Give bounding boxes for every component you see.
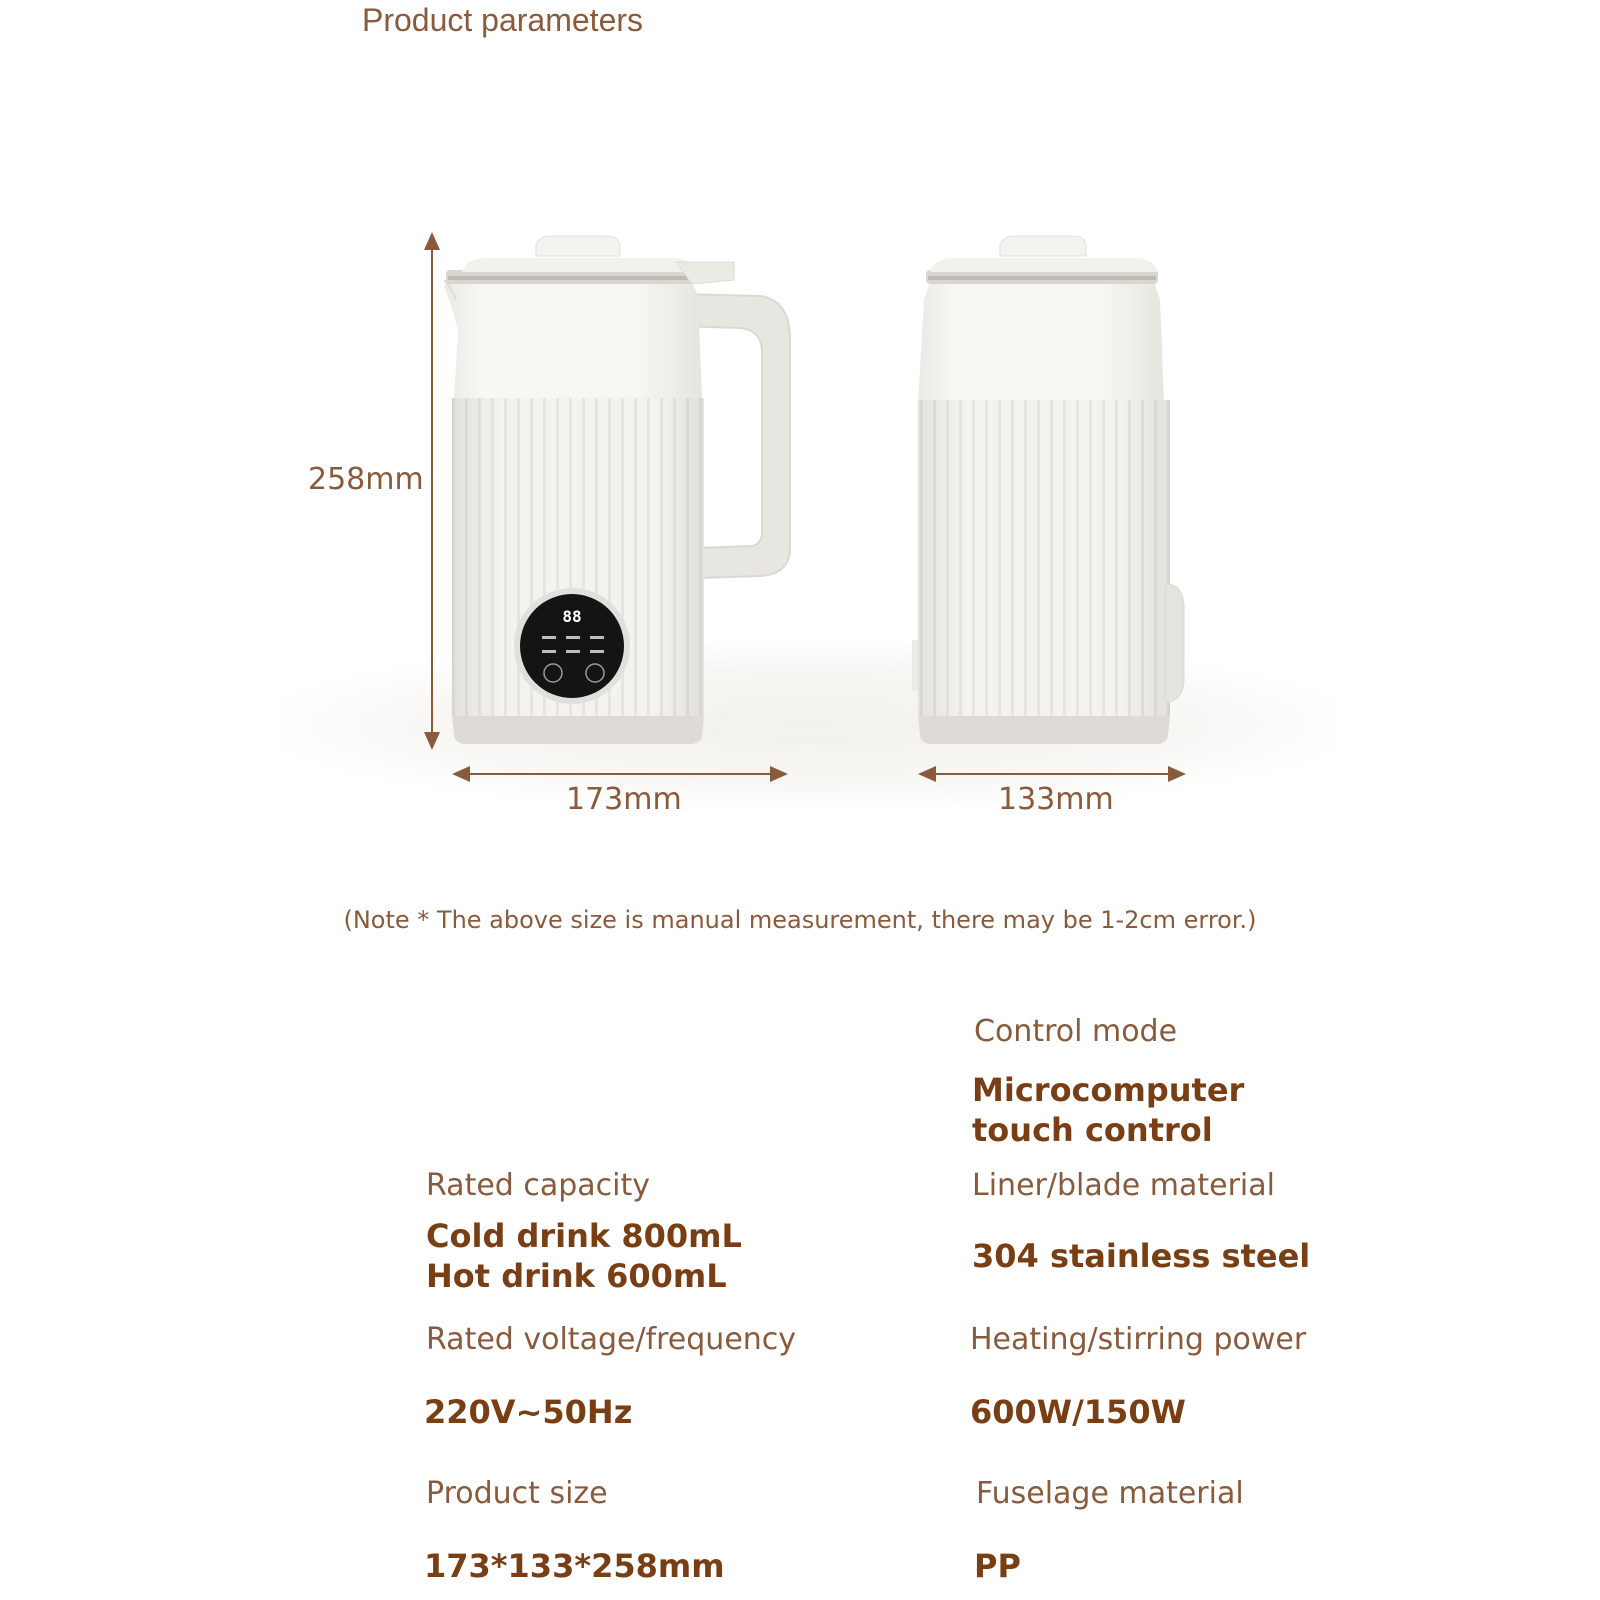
page-title: Product parameters xyxy=(362,2,644,38)
spec-rated-voltage-value: 220V~50Hz xyxy=(424,1393,633,1431)
spec-rated-voltage-label: Rated voltage/frequency xyxy=(426,1322,797,1357)
spec-power-label: Heating/stirring power xyxy=(970,1322,1307,1357)
display-digits: 88 xyxy=(562,607,582,626)
side-view-appliance xyxy=(912,236,1184,744)
spec-rated-capacity-label: Rated capacity xyxy=(426,1168,651,1203)
spec-product-size-label: Product size xyxy=(426,1476,608,1511)
spec-fuselage-material-label: Fuselage material xyxy=(976,1476,1244,1511)
side-width-label: 133mm xyxy=(998,782,1114,817)
spec-fuselage-material-value: PP xyxy=(974,1547,1021,1585)
spec-liner-material-value: 304 stainless steel xyxy=(972,1237,1311,1275)
height-label: 258mm xyxy=(308,462,424,497)
spec-product-size-value: 173*133*258mm xyxy=(424,1547,725,1585)
spec-control-mode-label: Control mode xyxy=(974,1014,1178,1049)
spec-control-mode-value: Microcomputer touch control xyxy=(972,1071,1245,1149)
spec-liner-material-label: Liner/blade material xyxy=(972,1168,1275,1203)
spec-rated-capacity-value: Cold drink 800mL Hot drink 600mL xyxy=(426,1217,742,1295)
front-width-label: 173mm xyxy=(566,782,682,817)
front-view-appliance xyxy=(444,236,790,744)
spec-power-value: 600W/150W xyxy=(970,1393,1186,1431)
measurement-note: (Note * The above size is manual measurement, there may be 1-2cm error.) xyxy=(343,906,1257,934)
